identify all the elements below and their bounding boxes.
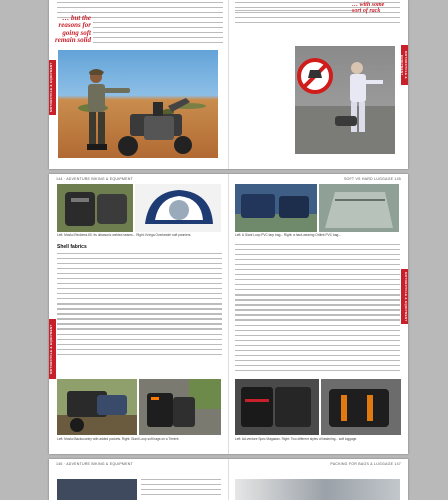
magadan-illustration bbox=[235, 379, 319, 435]
pannier-illustration bbox=[57, 184, 133, 232]
right-body-text bbox=[235, 244, 400, 375]
spread-page-1 bbox=[49, 0, 408, 169]
section-tab: MOTORCYCLE & EQUIPMENT bbox=[49, 319, 56, 379]
photo-bike-luggage-trail bbox=[57, 379, 137, 435]
photo-bike-luggage-tent bbox=[139, 379, 221, 435]
running-header: SOFT VS HARD LUGGAGE 145 bbox=[343, 177, 401, 181]
straps-illustration bbox=[321, 379, 401, 435]
photo-fastening-straps bbox=[321, 379, 401, 435]
spread-page-3 bbox=[49, 459, 408, 500]
photo-pannier-bags bbox=[57, 184, 133, 232]
page-right-3 bbox=[229, 459, 408, 500]
running-header: 144 · ADVENTURE BIKING & EQUIPMENT bbox=[56, 177, 133, 181]
photo-magadan-bags bbox=[235, 379, 319, 435]
photo-caption: Left: Mosko Backcountry with added pockets. Right: Giant Loop soft bags on a Ténéré. bbox=[57, 437, 180, 441]
pull-quote-line: … but the bbox=[62, 14, 91, 22]
section-subheading: Shell fabrics bbox=[57, 244, 87, 250]
photo-rider-desert bbox=[58, 50, 218, 158]
photo-caption: Left: Mosko Reckless 80. Its ultrasonic welded seams... Right: Kriega Overlander soft panniers. bbox=[57, 233, 192, 237]
running-header: PACKING FOR BAGS & LUGGAGE 147 bbox=[330, 462, 401, 466]
pull-quote-line: … with some bbox=[352, 2, 385, 8]
pull-quote-line: sort of rack bbox=[352, 8, 381, 15]
tarp-bags-illustration bbox=[235, 184, 317, 232]
photo-tarp-bags bbox=[235, 184, 317, 232]
pull-quote-line: remain solid bbox=[55, 36, 91, 45]
tent-bike-illustration bbox=[139, 379, 221, 435]
right-body-text-narrow bbox=[235, 10, 353, 15]
no-entry-illustration bbox=[295, 46, 395, 154]
left-body-text-narrow bbox=[93, 22, 223, 47]
photo-no-entry-sign bbox=[295, 46, 395, 154]
page-right-1 bbox=[229, 0, 408, 169]
left-body-text bbox=[141, 479, 221, 499]
page-left-1 bbox=[49, 0, 228, 169]
section-tab: MOTORCYCLE & EQUIPMENT bbox=[49, 60, 56, 115]
photo-caption: Left: A Giant Loop PVC tarp bag... Right: a hard-wearing Ortlieb PVC bag... bbox=[235, 233, 341, 237]
section-text bbox=[57, 244, 222, 251]
photo-pvc-bag bbox=[319, 184, 399, 232]
photo-roll-bag bbox=[135, 184, 221, 232]
pull-quote-line: going soft bbox=[62, 28, 91, 37]
pvc-bag-illustration bbox=[319, 184, 399, 232]
section-tab: MOTORCYCLE & EQUIPMENT bbox=[401, 269, 408, 324]
photo-caption: Left: Ad-venture Spec Magadan. Right: Two different styles of fastening... soft luggage. bbox=[235, 437, 358, 441]
desert-scene-illustration bbox=[58, 50, 218, 158]
pull-quote bbox=[55, 15, 91, 45]
section-tab: MOTORCYCLE & EQUIPMENT bbox=[401, 45, 408, 85]
page-left-2 bbox=[49, 174, 228, 454]
photo-partial-right bbox=[235, 479, 400, 500]
running-header: 146 · ADVENTURE BIKING & EQUIPMENT bbox=[56, 462, 133, 466]
page-left-3 bbox=[49, 459, 228, 500]
pull-quote bbox=[352, 2, 404, 15]
spread-page-2 bbox=[49, 174, 408, 454]
trail-bike-illustration bbox=[57, 379, 137, 435]
pull-quote-line: reasons for bbox=[58, 21, 91, 30]
page-right-2 bbox=[229, 174, 408, 454]
left-body-text bbox=[57, 253, 222, 359]
roll-bag-illustration bbox=[135, 184, 221, 232]
photo-partial-left bbox=[57, 479, 137, 500]
